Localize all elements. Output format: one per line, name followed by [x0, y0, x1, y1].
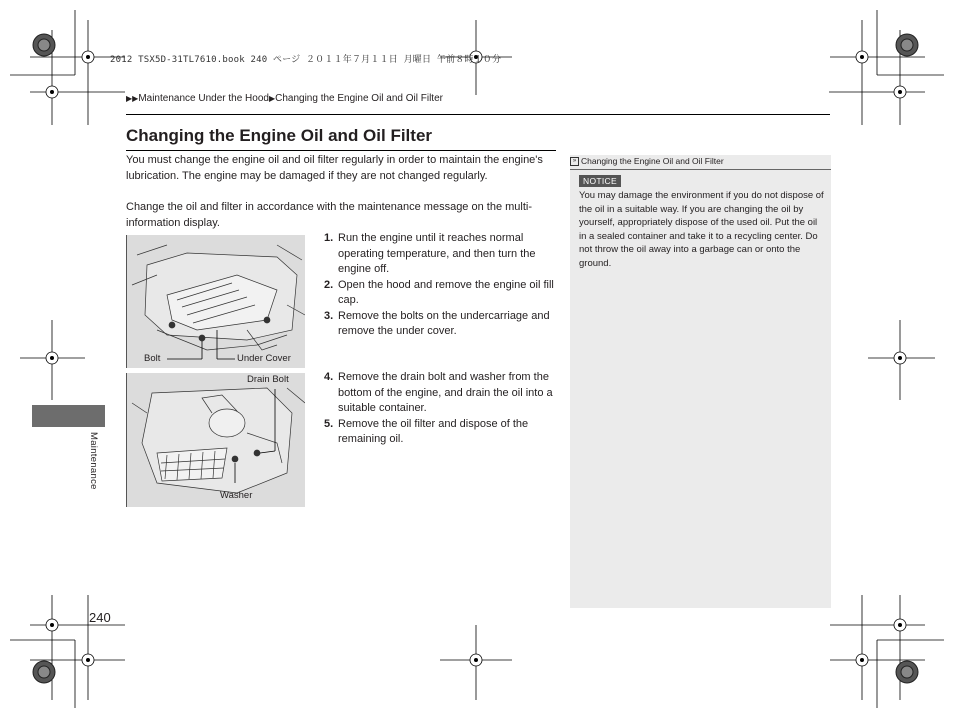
steps-list-1: [324, 231, 556, 340]
intro-paragraph-2: Change the oil and filter in accordance with the maintenance message on the multi-information display.: [126, 201, 533, 229]
sidebar-rule: [570, 169, 831, 170]
washer-label: Washer: [220, 490, 253, 501]
undercarriage-drawing: [127, 235, 305, 368]
section-tab[interactable]: [32, 405, 105, 427]
step-item: 4. Remove the drain bolt and washer from the bottom of the engine, and drain the oil into a suitable container.: [324, 371, 553, 414]
ref-icon: »: [570, 157, 579, 166]
bolt-label: Bolt: [144, 353, 161, 364]
title-rule: [126, 150, 556, 151]
notice-text: You may damage the environment if you do not dispose of the oil in a suitable way. If you are changing the oil by yourself, appropriately dispose of the used oil. Put the oil in a sealed container and take it to a recycling center. Do not throw the oil away into a garbage can or onto the ground.: [579, 190, 824, 269]
step-item: 1. Run the engine until it reaches normal operating temperature, and then turn the engine off.: [324, 232, 536, 275]
step-item: 3. Remove the bolts on the undercarriage and remove the under cover.: [324, 309, 550, 337]
oil-pan-drawing: [127, 373, 305, 507]
page-title: Changing the Engine Oil and Oil Filter: [126, 126, 433, 145]
under-cover-label: Under Cover: [237, 353, 291, 364]
breadcrumb-parent-link[interactable]: Maintenance Under the Hood: [138, 93, 269, 104]
header-rule: [126, 114, 830, 115]
breadcrumb-separator-icon: ▶: [268, 94, 276, 103]
section-tab-label: Maintenance: [88, 432, 99, 490]
sidebar-heading[interactable]: » Changing the Engine Oil and Oil Filter: [570, 156, 831, 166]
breadcrumb: [126, 93, 443, 104]
under-cover-illustration: [126, 235, 305, 368]
breadcrumb-current: Changing the Engine Oil and Oil Filter: [275, 93, 443, 104]
notice-badge: NOTICE: [579, 175, 621, 187]
steps-list-2: [324, 370, 556, 448]
drain-bolt-label: Drain Bolt: [247, 374, 289, 385]
intro-paragraph: You must change the engine oil and oil filter regularly in order to maintain the engine's lubrication. The engine may be damaged if they are not changed regularly.: [126, 154, 543, 182]
print-file-info: 2012 TSX5D-31TL7610.book 240 ページ ２０１１年７月１１日 月曜日 午前８時１０分: [110, 55, 502, 65]
drain-bolt-illustration: [126, 373, 305, 507]
step-item: 5. Remove the oil filter and dispose of the remaining oil.: [324, 417, 529, 445]
step-item: 2. Open the hood and remove the engine oil fill cap.: [324, 278, 554, 306]
breadcrumb-arrow-icon: ▶▶: [126, 94, 139, 103]
page-number: 240: [89, 610, 111, 625]
